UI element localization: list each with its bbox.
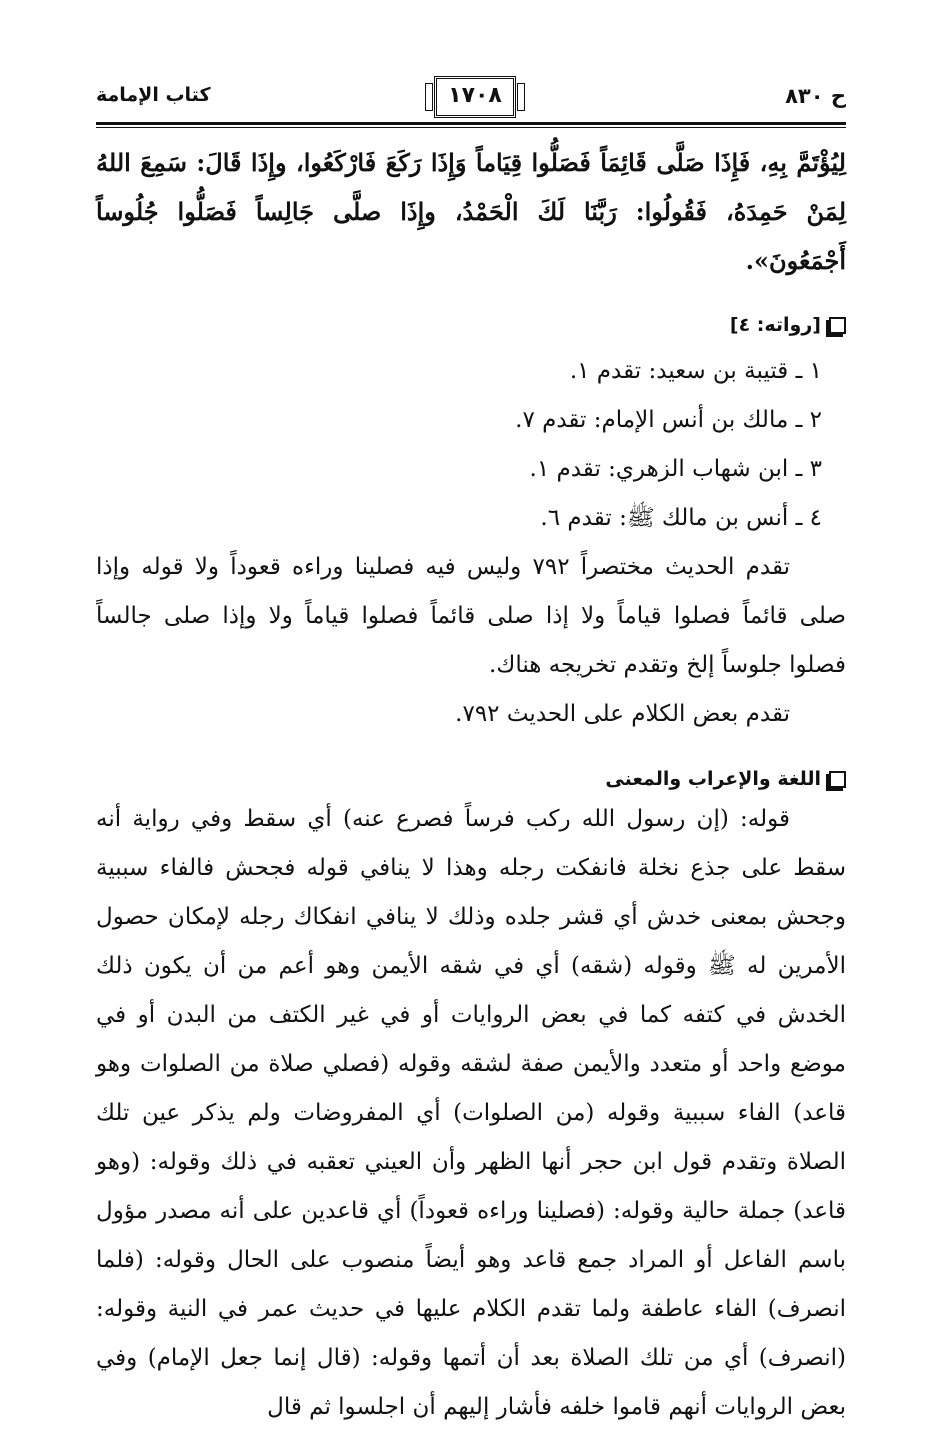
narrators-heading-label: [رواته: ٤] — [729, 314, 821, 336]
narrators-list — [96, 347, 846, 543]
narrators-note: تقدم الحديث مختصراً ٧٩٢ وليس فيه فصلينا وراءه قعوداً ولا قوله وإذا صلى قائماً فصلوا قياماً ولا إذا صلى قائماً فصلوا قياماً ولا وإذا صلى جالساً فصلوا جلوساً إلخ وتقدم تخريجه هناك. — [96, 554, 846, 678]
square-bullet-icon — [829, 771, 846, 788]
square-bullet-icon — [829, 317, 846, 334]
list-item: ١ ـ قتيبة بن سعيد: تقدم ١. — [569, 358, 822, 384]
page-header — [96, 76, 846, 116]
narrators-heading — [96, 309, 846, 341]
page-content — [96, 138, 846, 1432]
narrators-note-2: تقدم بعض الكلام على الحديث ٧٩٢. — [455, 701, 790, 727]
header-rule-thin — [96, 127, 846, 128]
list-item: ٤ ـ أنس بن مالك ﷺ: تقدم ٦. — [540, 505, 822, 531]
page-number: ١٧٠٨ — [434, 76, 516, 118]
hadith-range-label: ح ٨٣٠ — [785, 84, 846, 108]
hadith-text: لِيُؤْتَمَّ بِهِ، فَإِذَا صَلَّى قَائِمَاً فَصَلُّوا قِيَاماً وَإِذَا رَكَعَ فَارْكَعُوا، وإِذَا قَالَ: سَمِعَ اللهُ لِمَنْ حَمِدَهُ، فَقُولُوا: رَبَّنَا لَكَ الْحَمْدُ، وإِذَا صلَّى جَالِساً فَصَلُّوا جُلُوساً أَجْمَعُونَ». — [96, 148, 846, 275]
language-commentary: قوله: (إن رسول الله ركب فرساً فصرع عنه) أي سقط وفي رواية أنه سقط على جذع نخلة فانفكت رجله وهذا لا ينافي قوله فجحش فالفاء سببية وجحش بمعنى خدش أي قشر جلده وذلك لا ينافي انفكاك رجله لإمكان حصول الأمرين له ﷺ وقوله (شقه) أي في شقه الأيمن وهو أعم من أن يكون ذلك الخدش في كتفه كما في بعض الروايات أو في غير الكتف من البدن أو في موضع واحد أو متعدد والأيمن صفة لشقه وقوله (فصلي صلاة من الصلوات وهو قاعد) الفاء سببية وقوله (من الصلوات) أي المفروضات ولم يذكر عين تلك الصلاة وتقدم قول ابن حجر أنها الظهر وأن العيني تعقبه في ذلك وقوله: (وهو قاعد) جملة حالية وقوله: (فصلينا وراءه قعوداً) أي قاعدين على أنه مصدر مؤول باسم الفاعل أو المراد جمع قاعد وهو أيضاً منصوب على الحال وقوله: (فلما انصرف) الفاء عاطفة ولما تقدم الكلام عليها في حديث عمر في النية وقوله: (انصرف) أي من تلك الصلاة بعد أن أتمها وقوله: (قال إنما جعل الإمام) وفي بعض الروايات أنهم قاموا خلفه فأشار إليهم أن اجلسوا ثم قال — [96, 806, 846, 1420]
language-heading-label: اللغة والإعراب والمعنى — [605, 768, 821, 790]
header-rule — [96, 122, 846, 125]
chapter-title: كتاب الإمامة — [96, 84, 211, 106]
language-heading — [96, 763, 846, 795]
list-item: ٣ ـ ابن شهاب الزهري: تقدم ١. — [529, 456, 822, 482]
list-item: ٢ ـ مالك بن أنس الإمام: تقدم ٧. — [515, 407, 822, 433]
